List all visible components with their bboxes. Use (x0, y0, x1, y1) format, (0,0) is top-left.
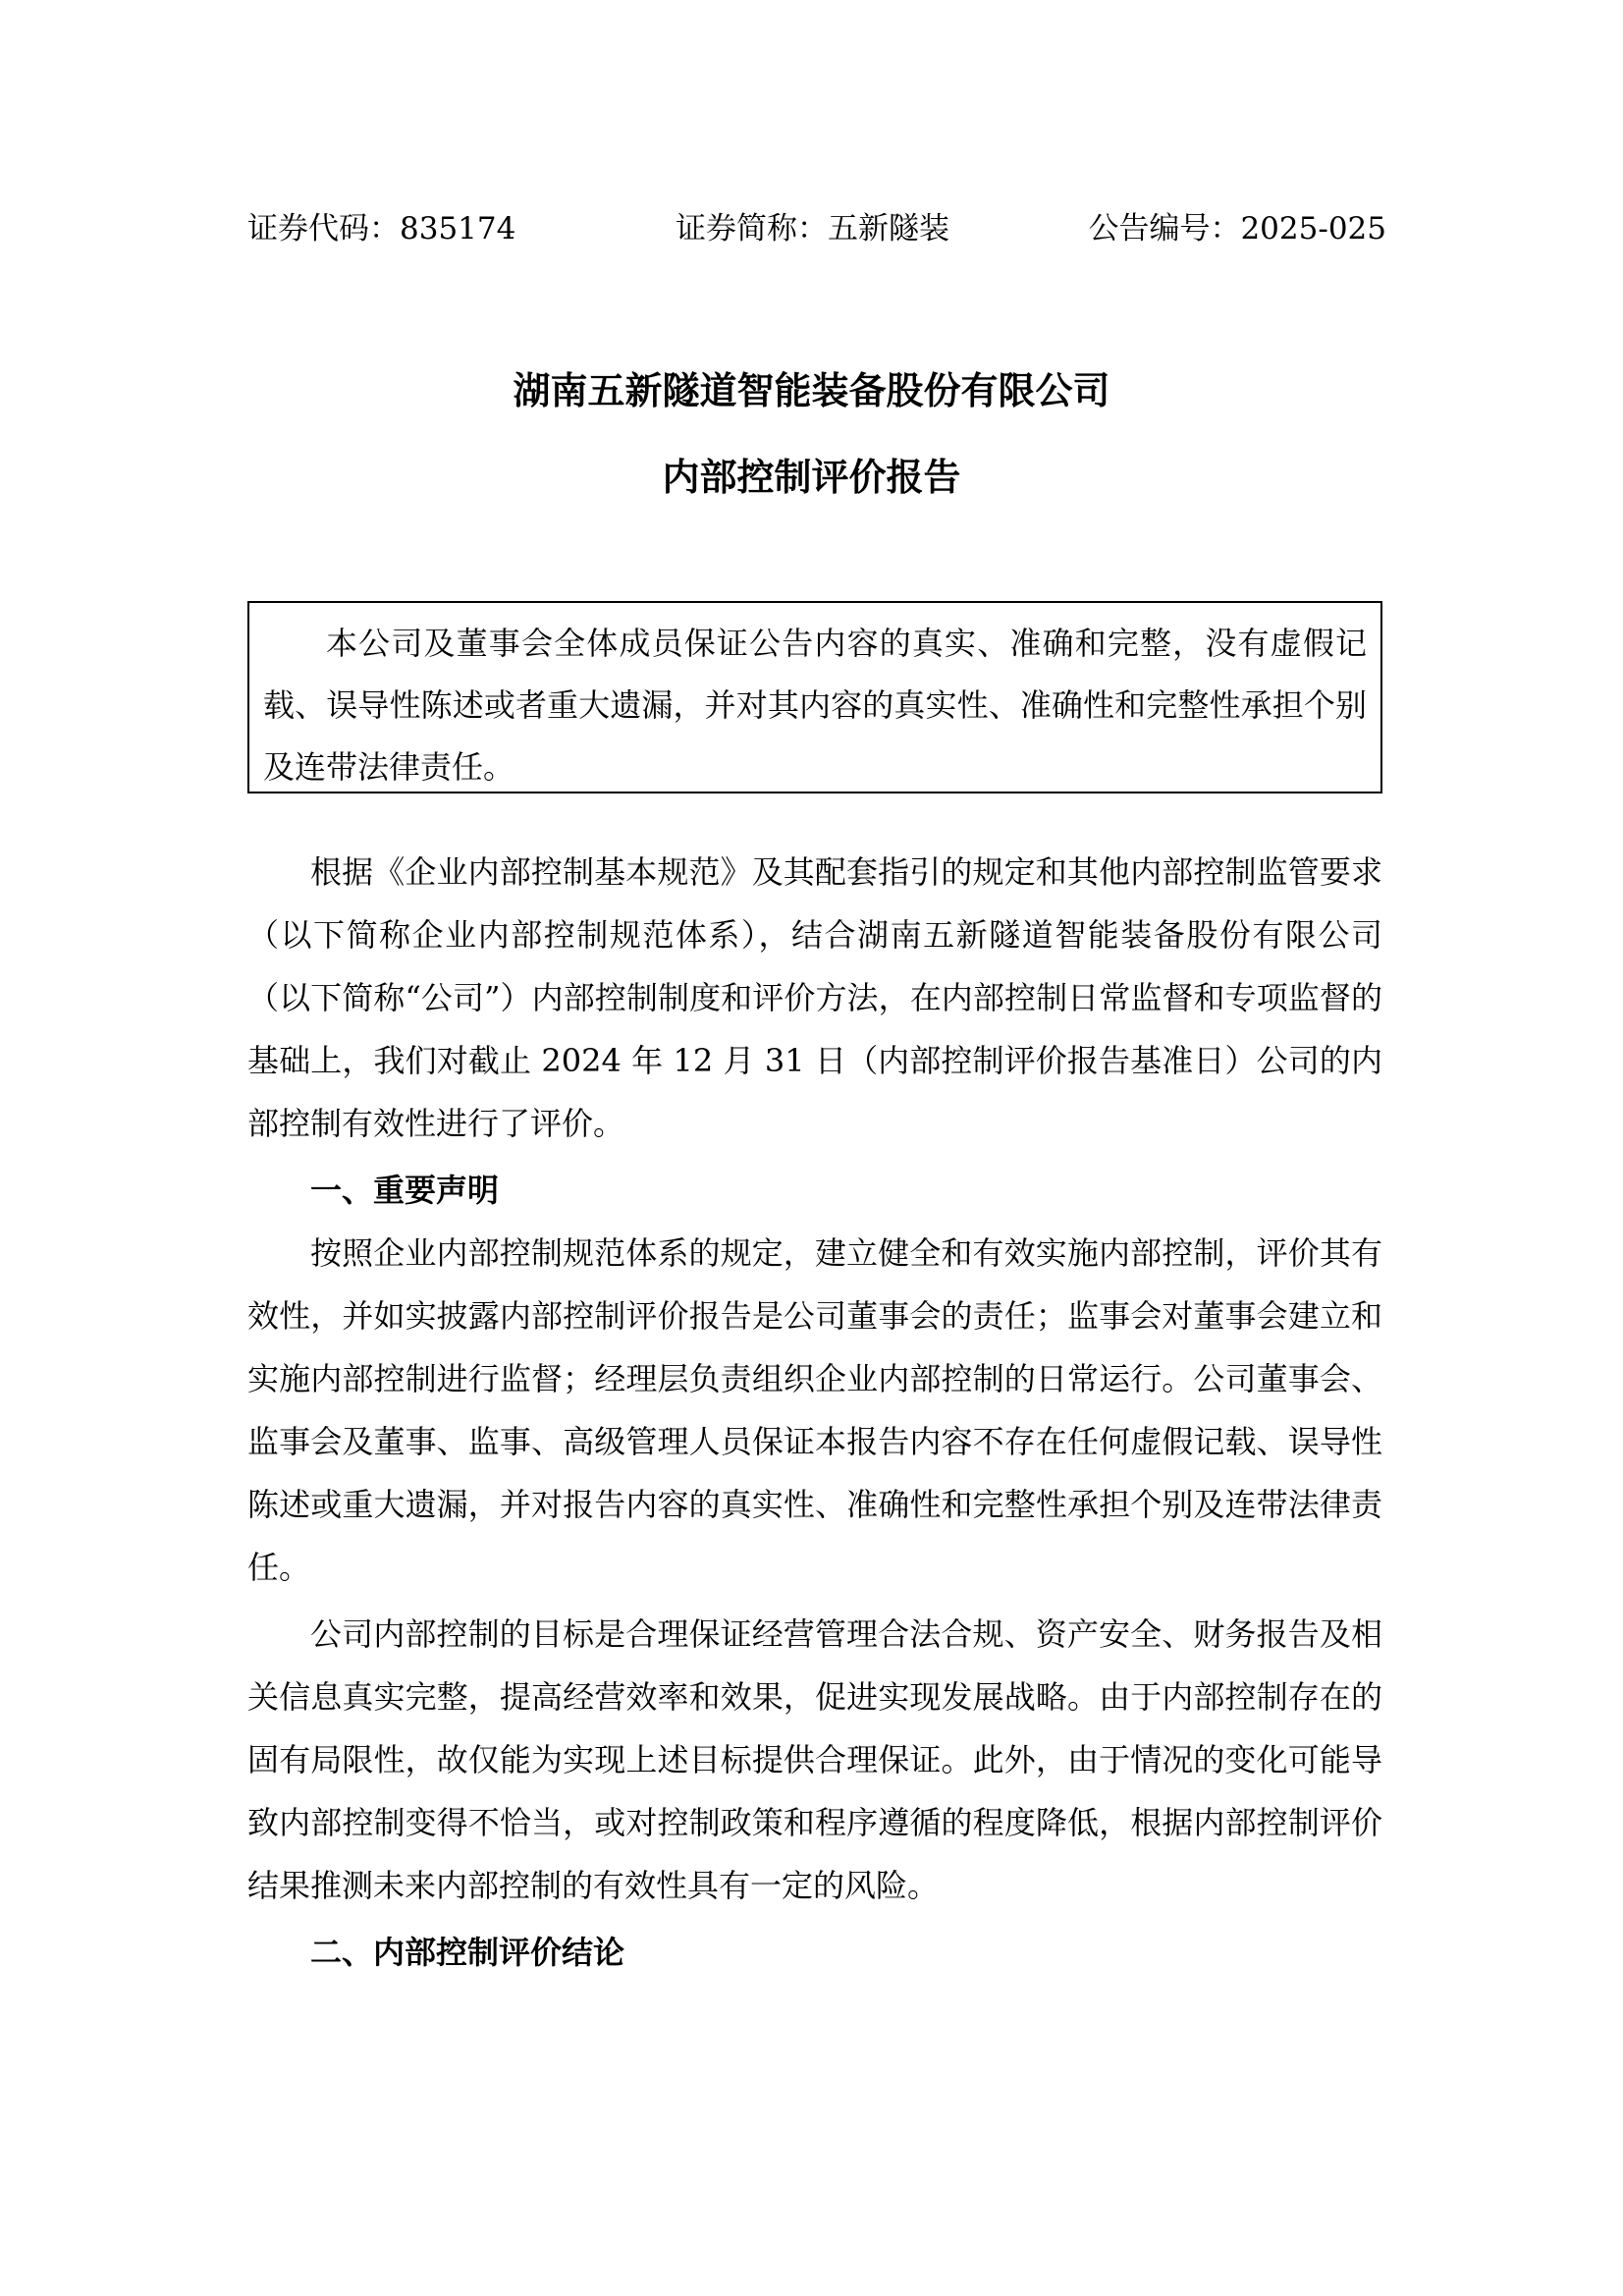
disclaimer-box (247, 601, 1382, 793)
section-1-body (247, 1222, 1382, 1599)
company-title: 湖南五新隧道智能装备股份有限公司 (513, 369, 1110, 412)
intro-section (247, 841, 1382, 1155)
section-2 (247, 1921, 1382, 1984)
announcement-number: 公告编号：2025-025 (1088, 211, 1386, 246)
section-heading-evaluation-conclusion: 二、内部控制评价结论 (310, 1934, 625, 1971)
intro-paragraph: 根据《企业内部控制基本规范》及其配套指引的规定和其他内部控制监管要求（以下简称企业内部控制规范体系），结合湖南五新隧道智能装备股份有限公司（以下简称“公司”）内部控制制度和评价方法，在内部控制日常监督和专项监督的基础上，我们对截止 2024 年 12 月 31 日（内部控制评价报告基准日）公司的内部控制有效性进行了评价。 (247, 853, 1382, 1142)
section-1 (247, 1159, 1382, 1222)
report-title: 内部控制评价报告 (662, 456, 961, 499)
security-short-name: 证券简称：五新隧装 (676, 211, 949, 246)
objectives-paragraph: 公司内部控制的目标是合理保证经营管理合法合规、资产安全、财务报告及相关信息真实完整，提高经营效率和效果，促进实现发展战略。由于内部控制存在的固有局限性，故仅能为实现上述目标提供合理保证。此外，由于情况的变化可能导致内部控制变得不恰当，或对控制政策和程序遵循的程度降低，根据内部控制评价结果推测未来内部控制的有效性具有一定的风险。 (247, 1615, 1382, 1904)
disclaimer-text: 本公司及董事会全体成员保证公告内容的真实、准确和完整，没有虚假记载、误导性陈述或者重大遗漏，并对其内容的真实性、准确性和完整性承担个别及连带法律责任。 (263, 625, 1367, 786)
responsibility-paragraph: 按照企业内部控制规范体系的规定，建立健全和有效实施内部控制，评价其有效性，并如实披露内部控制评价报告是公司董事会的责任；监事会对董事会建立和实施内部控制进行监督；经理层负责组织企业内部控制的日常运行。公司董事会、监事会及董事、监事、高级管理人员保证本报告内容不存在任何虚假记载、误导性陈述或重大遗漏，并对报告内容的真实性、准确性和完整性承担个别及连带法律责任。 (247, 1234, 1382, 1586)
section-heading-important-statement: 一、重要声明 (310, 1172, 500, 1209)
section-1-objectives (247, 1603, 1382, 1917)
security-code: 证券代码：835174 (247, 211, 516, 246)
announcement-header (247, 204, 1386, 253)
